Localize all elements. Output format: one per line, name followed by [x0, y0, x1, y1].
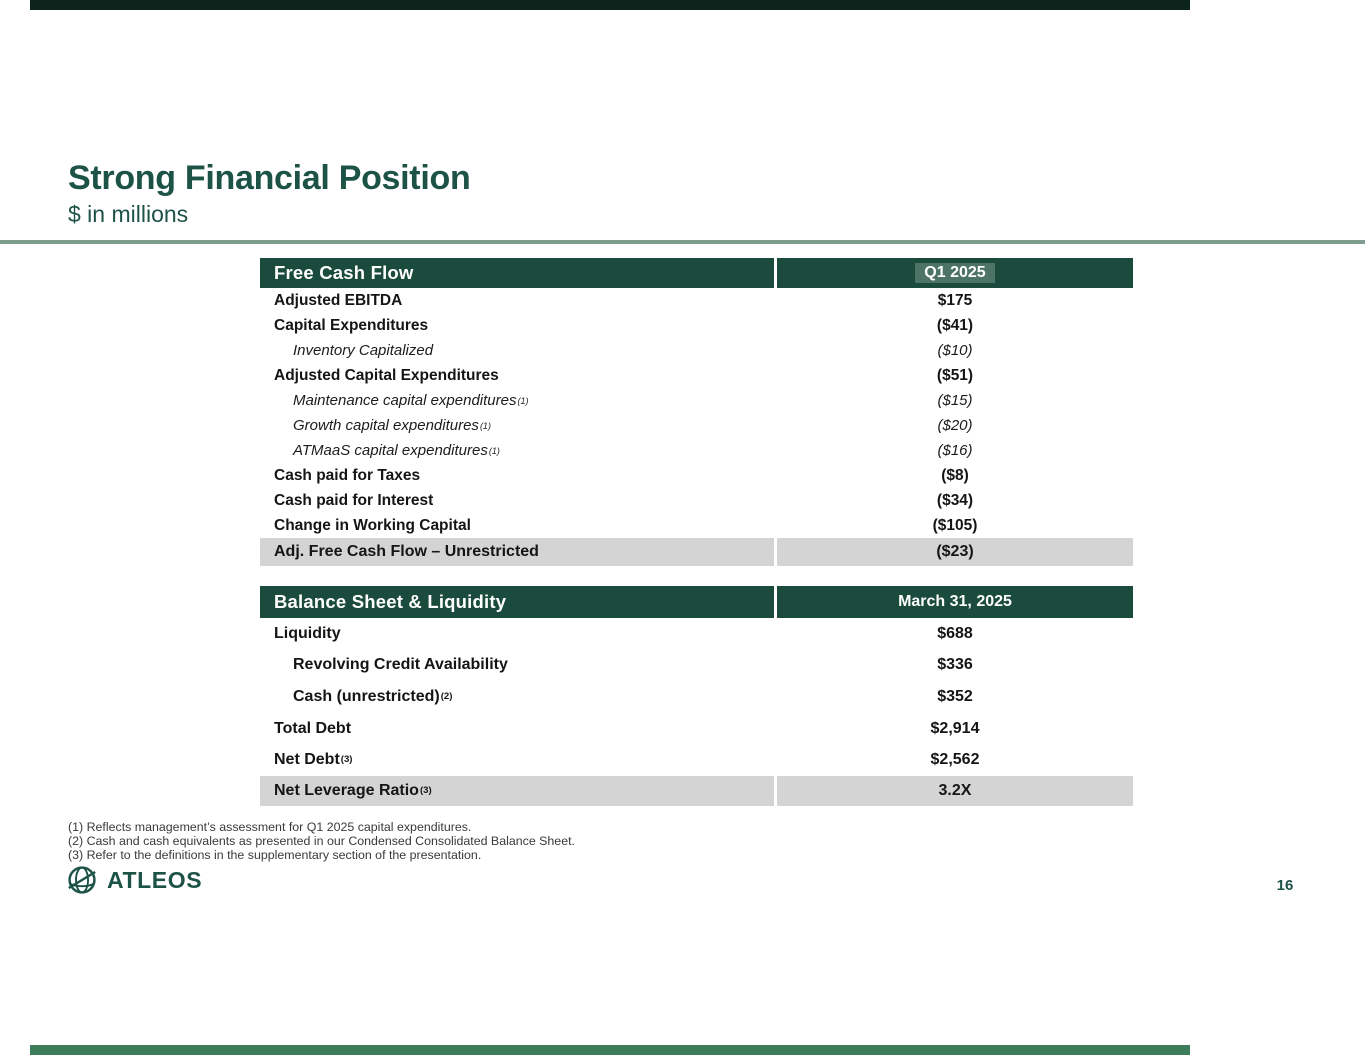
row-label: Net Debt [274, 751, 340, 769]
row-value: ($34) [936, 491, 974, 509]
row-value: ($23) [777, 538, 1133, 566]
table-row: Cash (unrestricted) (2) $352 [260, 681, 1133, 713]
footnote-2: (2) Cash and cash equivalents as presented in our Condensed Consolidated Balance Sheet. [68, 834, 575, 848]
footnote-3: (3) Refer to the definitions in the supplementary section of the presentation. [68, 848, 482, 862]
table-row [260, 488, 1133, 513]
atleos-logo [66, 864, 202, 896]
row-value: $352 [937, 687, 973, 705]
table-row [260, 363, 1133, 388]
table-row: Net Debt (3) $2,562 [260, 744, 1133, 776]
row-label: Maintenance capital expenditures [293, 392, 517, 409]
logo-wordmark: ATLEOS [107, 866, 203, 893]
footnote-1: (1) Reflects management’s assessment for Q1 2025 capital expenditures. [68, 820, 472, 834]
table-row [260, 513, 1133, 538]
page-subtitle: $ in millions [68, 201, 189, 227]
table-row: Growth capital expenditures (1) ($20) [260, 413, 1133, 438]
row-label: Cash (unrestricted) [293, 687, 440, 705]
row-label: Adjusted Capital Expenditures [274, 366, 499, 384]
row-value: $688 [937, 624, 973, 642]
row-label: Total Debt [274, 719, 352, 737]
row-value: ($8) [941, 466, 969, 484]
row-value: ($51) [936, 366, 974, 384]
row-label: Liquidity [274, 624, 341, 642]
row-label: Growth capital expenditures [293, 417, 479, 434]
row-label: Revolving Credit Availability [293, 656, 508, 674]
page-number: 16 [1276, 877, 1294, 894]
row-label: Net Leverage Ratio [274, 781, 419, 799]
fcf-header-period [777, 258, 1133, 288]
bottom-accent-bar [30, 1045, 1190, 1055]
free-cash-flow-table [260, 258, 1133, 566]
table-row [260, 313, 1133, 338]
row-value: ($41) [936, 316, 974, 334]
bs-header-date: March 31, 2025 [777, 586, 1133, 618]
title-divider [0, 240, 1365, 244]
row-value: $2,914 [930, 719, 980, 737]
row-value: ($10) [937, 342, 973, 359]
table-row [260, 650, 1133, 682]
fcf-period-highlight: Q1 2025 [915, 263, 994, 283]
table-row [260, 463, 1133, 488]
row-label: Adjusted EBITDA [274, 291, 403, 309]
globe-icon [66, 864, 98, 896]
row-value: ($15) [937, 392, 973, 409]
row-label: Change in Working Capital [274, 516, 471, 534]
row-label: Cash paid for Taxes [274, 466, 421, 484]
top-accent-bar [30, 0, 1190, 10]
row-label: ATMaaS capital expenditures [293, 442, 488, 459]
row-value: $2,562 [930, 751, 980, 769]
row-value: 3.2X [777, 776, 1133, 806]
table-row: ATMaaS capital expenditures (1) ($16) [260, 438, 1133, 463]
fcf-total-row [260, 538, 1133, 566]
table-row [260, 618, 1133, 650]
balance-sheet-liquidity-table [260, 586, 1133, 806]
row-label: Inventory Capitalized [293, 342, 434, 359]
table-row [260, 338, 1133, 363]
bs-total-row: Net Leverage Ratio (3) 3.2X [260, 776, 1133, 806]
footnotes [68, 820, 575, 862]
row-label: Adj. Free Cash Flow – Unrestricted [274, 543, 539, 560]
fcf-header-title: Free Cash Flow [260, 258, 774, 288]
page-title: Strong Financial Position [68, 159, 471, 197]
row-label: Cash paid for Interest [274, 491, 434, 509]
row-value: ($105) [932, 516, 978, 534]
row-value: $336 [937, 656, 973, 674]
table-row [260, 288, 1133, 313]
bs-header-row [260, 586, 1133, 618]
bs-header-title: Balance Sheet & Liquidity [260, 586, 774, 618]
fcf-header-row [260, 258, 1133, 288]
row-label: Capital Expenditures [274, 316, 429, 334]
row-value: ($20) [937, 417, 973, 434]
table-row [260, 713, 1133, 745]
table-row: Maintenance capital expenditures (1) ($15) [260, 388, 1133, 413]
row-value: ($16) [937, 442, 973, 459]
row-value: $175 [937, 291, 973, 309]
